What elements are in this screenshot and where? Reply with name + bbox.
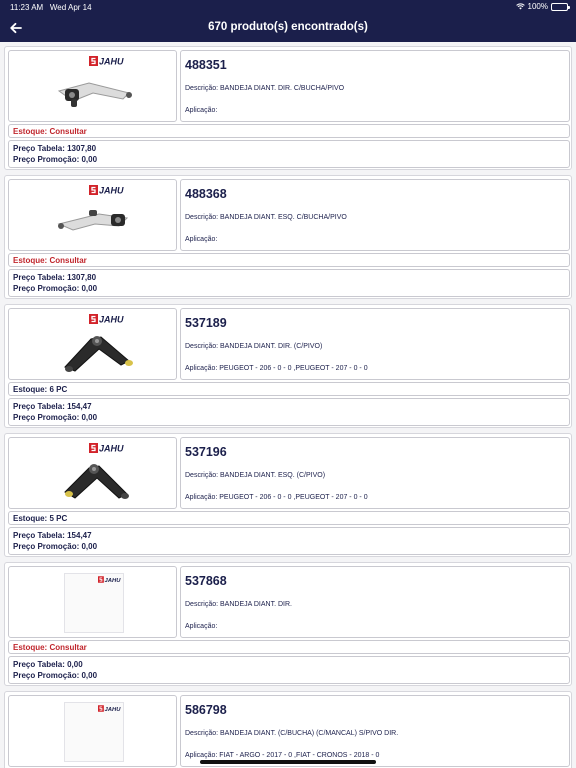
- price-promo: Preço Promoção: 0,00: [13, 671, 98, 680]
- product-code: 488351: [185, 58, 227, 72]
- svg-text:JAHU: JAHU: [99, 443, 124, 453]
- image-placeholder: [64, 573, 124, 633]
- nav-bar: [0, 14, 576, 42]
- price-row: [8, 656, 570, 684]
- stock-status: Estoque: Consultar: [13, 127, 87, 136]
- price-row: [8, 140, 570, 168]
- price-table: Preço Tabela: 0,00: [13, 660, 83, 669]
- home-indicator[interactable]: [200, 760, 376, 764]
- product-application: Aplicação:: [185, 107, 218, 114]
- svg-text:JAHU: JAHU: [104, 577, 121, 583]
- price-table: Preço Tabela: 154,47: [13, 402, 92, 411]
- product-image[interactable]: [8, 50, 177, 122]
- product-info[interactable]: [180, 566, 570, 638]
- product-application: Aplicação:: [185, 236, 218, 243]
- product-info[interactable]: [180, 179, 570, 251]
- product-card[interactable]: [4, 691, 572, 768]
- control-arm-image: [49, 198, 139, 246]
- price-row: [8, 269, 570, 297]
- stock-status: Estoque: 6 PC: [13, 385, 68, 394]
- product-card[interactable]: [4, 175, 572, 299]
- stock-status: Estoque: Consultar: [13, 643, 87, 652]
- stock-row: [8, 511, 570, 525]
- price-promo: Preço Promoção: 0,00: [13, 413, 98, 422]
- status-right: [516, 2, 568, 11]
- product-image[interactable]: [8, 437, 177, 509]
- jahu-logo: [89, 56, 129, 66]
- product-description: Descrição: BANDEJA DIANT. DIR.: [185, 601, 292, 608]
- status-time: 11:23 AM Wed Apr 14: [10, 3, 92, 12]
- battery-percent: 100%: [527, 2, 548, 11]
- price-promo: Preço Promoção: 0,00: [13, 284, 98, 293]
- stock-row: [8, 382, 570, 396]
- product-application: Aplicação: PEUGEOT - 206 - 0 - 0 ,PEUGEOT - 207 - 0 - 0: [185, 494, 368, 501]
- product-info[interactable]: [180, 695, 570, 767]
- price-promo: Preço Promoção: 0,00: [13, 155, 98, 164]
- price-row: [8, 398, 570, 426]
- product-card[interactable]: [4, 304, 572, 428]
- product-description: Descrição: BANDEJA DIANT. (C/BUCHA) (C/MANCAL) S/PIVO DIR.: [185, 730, 399, 737]
- product-image[interactable]: [8, 308, 177, 380]
- stock-row: [8, 124, 570, 138]
- price-table: Preço Tabela: 1307,80: [13, 144, 97, 153]
- product-image[interactable]: [8, 566, 177, 638]
- jahu-logo: [89, 314, 129, 324]
- price-promo: Preço Promoção: 0,00: [13, 542, 98, 551]
- svg-text:JAHU: JAHU: [99, 56, 124, 66]
- product-info[interactable]: [180, 437, 570, 509]
- product-application: Aplicação:: [185, 623, 218, 630]
- product-code: 537868: [185, 574, 227, 588]
- product-description: Descrição: BANDEJA DIANT. ESQ. (C/PIVO): [185, 472, 326, 479]
- status-bar: [0, 0, 576, 14]
- control-arm-image: [49, 456, 139, 504]
- product-application: Aplicação: FIAT - ARGO - 2017 - 0 ,FIAT - CRONOS - 2018 - 0: [185, 752, 380, 759]
- product-image[interactable]: [8, 179, 177, 251]
- price-row: [8, 527, 570, 555]
- product-code: 537189: [185, 316, 227, 330]
- product-image[interactable]: [8, 695, 177, 767]
- control-arm-image: [49, 69, 139, 117]
- product-list[interactable]: [0, 42, 576, 768]
- product-description: Descrição: BANDEJA DIANT. DIR. C/BUCHA/PIVO: [185, 85, 345, 92]
- product-code: 488368: [185, 187, 227, 201]
- svg-text:JAHU: JAHU: [104, 706, 121, 712]
- stock-status: Estoque: 5 PC: [13, 514, 68, 523]
- price-table: Preço Tabela: 154,47: [13, 531, 92, 540]
- control-arm-image: [49, 327, 139, 375]
- battery-icon: [551, 3, 568, 11]
- product-application: Aplicação: PEUGEOT - 206 - 0 - 0 ,PEUGEOT - 207 - 0 - 0: [185, 365, 368, 372]
- product-description: Descrição: BANDEJA DIANT. DIR. (C/PIVO): [185, 343, 323, 350]
- stock-row: [8, 253, 570, 267]
- jahu-logo: [98, 576, 124, 583]
- page-title: 670 produto(s) encontrado(s): [208, 21, 368, 33]
- product-card[interactable]: [4, 562, 572, 686]
- product-info[interactable]: [180, 50, 570, 122]
- product-code: 586798: [185, 703, 227, 717]
- product-info[interactable]: [180, 308, 570, 380]
- svg-text:JAHU: JAHU: [99, 185, 124, 195]
- jahu-logo: [98, 705, 124, 712]
- product-card[interactable]: [4, 433, 572, 557]
- wifi-icon: [516, 3, 525, 10]
- price-table: Preço Tabela: 1307,80: [13, 273, 97, 282]
- image-placeholder: [64, 702, 124, 762]
- product-code: 537196: [185, 445, 227, 459]
- stock-status: Estoque: Consultar: [13, 256, 87, 265]
- svg-text:JAHU: JAHU: [99, 314, 124, 324]
- jahu-logo: [89, 185, 129, 195]
- product-description: Descrição: BANDEJA DIANT. ESQ. C/BUCHA/PIVO: [185, 214, 347, 221]
- stock-row: [8, 640, 570, 654]
- product-card[interactable]: [4, 46, 572, 170]
- jahu-logo: [89, 443, 129, 453]
